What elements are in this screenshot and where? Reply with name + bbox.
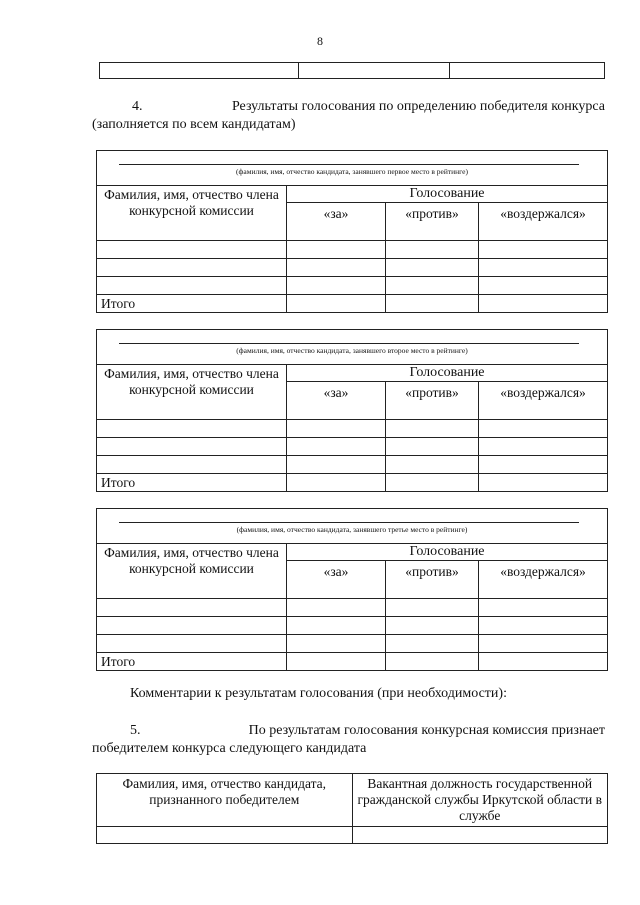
- section-4-note: (заполняется по всем кандидатам): [92, 117, 296, 132]
- section-5-note: победителем конкурса следующего кандидата: [92, 741, 367, 756]
- abstain-header: «воздержался»: [479, 382, 608, 420]
- section-5-title: По результатам голосования конкурсная комиссия признает: [248, 723, 605, 738]
- vote-table-third-place: [96, 508, 608, 671]
- member-header: Фамилия, имя, отчество члена конкурсной комиссии: [97, 365, 287, 420]
- vote-table-second-place: [96, 329, 608, 492]
- section-4-title: Результаты голосования по определению победителя конкурса: [231, 99, 605, 114]
- candidate-caption: (фамилия, имя, отчество кандидата, занявшего третье место в рейтинге): [236, 525, 468, 534]
- table-row: [97, 420, 608, 438]
- winner-name-header: Фамилия, имя, отчество кандидата, признанного победителем: [97, 774, 353, 827]
- abstain-header: «воздержался»: [479, 561, 608, 599]
- table-row: [97, 241, 608, 259]
- table-row: [97, 438, 608, 456]
- candidate-name-cell: [97, 509, 608, 544]
- total-label: Итого: [97, 653, 287, 671]
- section-5-heading: [92, 722, 605, 758]
- voting-header: Голосование: [287, 186, 608, 203]
- table-row: [97, 599, 608, 617]
- vote-table-first-place: [96, 150, 608, 313]
- total-label: Итого: [97, 295, 287, 313]
- table-row: [97, 827, 608, 844]
- for-header: «за»: [287, 203, 386, 241]
- continued-table-row: [99, 62, 605, 79]
- total-label: Итого: [97, 474, 287, 492]
- candidate-caption: (фамилия, имя, отчество кандидата, занявшего второе место в рейтинге): [236, 346, 468, 355]
- section-4-number: 4.: [132, 99, 143, 114]
- voting-header: Голосование: [287, 544, 608, 561]
- member-header: Фамилия, имя, отчество члена конкурсной комиссии: [97, 544, 287, 599]
- against-header: «против»: [386, 203, 479, 241]
- table-row: [97, 635, 608, 653]
- for-header: «за»: [287, 561, 386, 599]
- against-header: «против»: [386, 382, 479, 420]
- page-number: 8: [317, 34, 323, 48]
- table-row: [97, 259, 608, 277]
- table-row: [97, 617, 608, 635]
- voting-header: Голосование: [287, 365, 608, 382]
- comment-line: Комментарии к результатам голосования (при необходимости):: [130, 686, 507, 701]
- candidate-name-cell: [97, 330, 608, 365]
- section-5-number: 5.: [130, 723, 141, 738]
- member-header: Фамилия, имя, отчество члена конкурсной комиссии: [97, 186, 287, 241]
- candidate-name-cell: [97, 151, 608, 186]
- vacancy-header: Вакантная должность государственной гражданской службы Иркутской области в службе: [352, 774, 608, 827]
- table-row: [97, 456, 608, 474]
- table-row: [97, 277, 608, 295]
- section-4-heading: [92, 98, 605, 134]
- winner-table: [96, 773, 608, 844]
- abstain-header: «воздержался»: [479, 203, 608, 241]
- against-header: «против»: [386, 561, 479, 599]
- candidate-caption: (фамилия, имя, отчество кандидата, занявшего первое место в рейтинге): [236, 167, 468, 176]
- for-header: «за»: [287, 382, 386, 420]
